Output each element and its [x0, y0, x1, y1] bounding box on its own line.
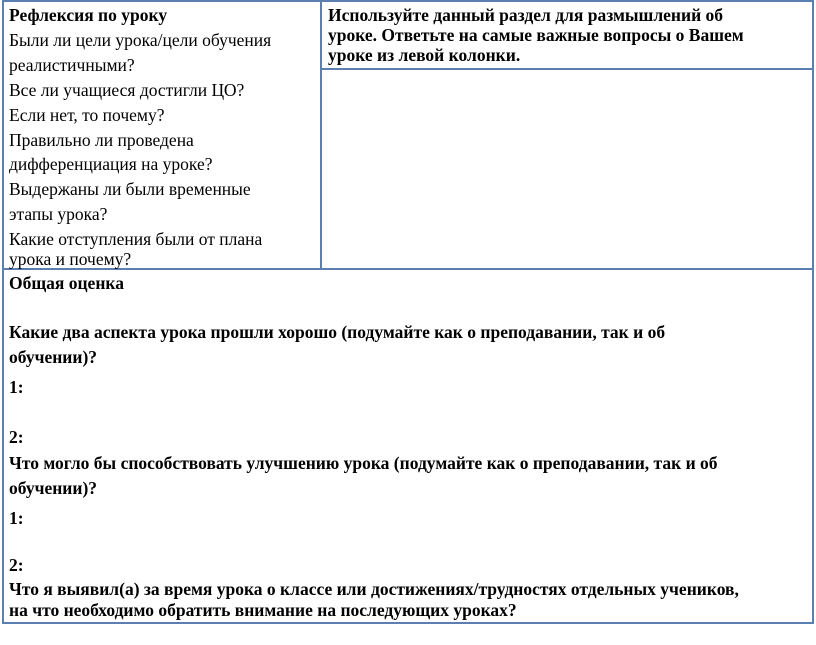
table-border-top — [2, 0, 814, 2]
left-cell-title: Рефлексия по уроку — [9, 5, 168, 25]
left-cell-line: Если нет, то почему? — [9, 105, 165, 125]
left-cell-line: дифференциация на уроке? — [9, 154, 213, 174]
question-3-text: Что я выявил(а) за время урока о классе или достижениях/трудностях отдельных учеников, — [9, 579, 739, 599]
left-cell-line: реалистичными? — [9, 55, 135, 75]
table-border-bottom — [2, 622, 814, 624]
left-cell-line: Выдержаны ли были временные — [9, 179, 251, 199]
left-cell-line: этапы урока? — [9, 204, 108, 224]
answer-item-2: 2: — [9, 427, 24, 447]
answer-item-1: 1: — [9, 508, 24, 528]
right-cell-instruction: уроке из левой колонки. — [328, 45, 521, 65]
question-3-text: на что необходимо обратить внимание на последующих уроках? — [9, 600, 517, 620]
column-divider — [320, 0, 322, 269]
right-cell-instruction: Используйте данный раздел для размышлений об — [328, 5, 724, 25]
question-2-text: обучении)? — [9, 478, 98, 498]
left-cell-line: Были ли цели урока/цели обучения — [9, 30, 272, 50]
question-1-text: Какие два аспекта урока прошли хорошо (подумайте как о преподавании, так и об — [9, 322, 666, 342]
answer-item-2: 2: — [9, 555, 24, 575]
right-cell-instruction: уроке. Ответьте на самые важные вопросы о Вашем — [328, 25, 744, 45]
left-cell-line: Правильно ли проведена — [9, 130, 194, 150]
right-cell-divider — [320, 68, 814, 70]
table-border-right — [812, 0, 814, 624]
left-cell-line: Какие отступления были от плана — [9, 229, 263, 249]
summary-title: Общая оценка — [9, 273, 124, 293]
left-cell-line: Все ли учащиеся достигли ЦО? — [9, 80, 245, 100]
answer-item-1: 1: — [9, 377, 24, 397]
left-cell-line: урока и почему? — [9, 249, 132, 269]
question-1-text: обучении)? — [9, 347, 98, 367]
table-border-left — [2, 0, 4, 624]
question-2-text: Что могло бы способствовать улучшению урока (подумайте как о преподавании, так и об — [9, 453, 718, 473]
